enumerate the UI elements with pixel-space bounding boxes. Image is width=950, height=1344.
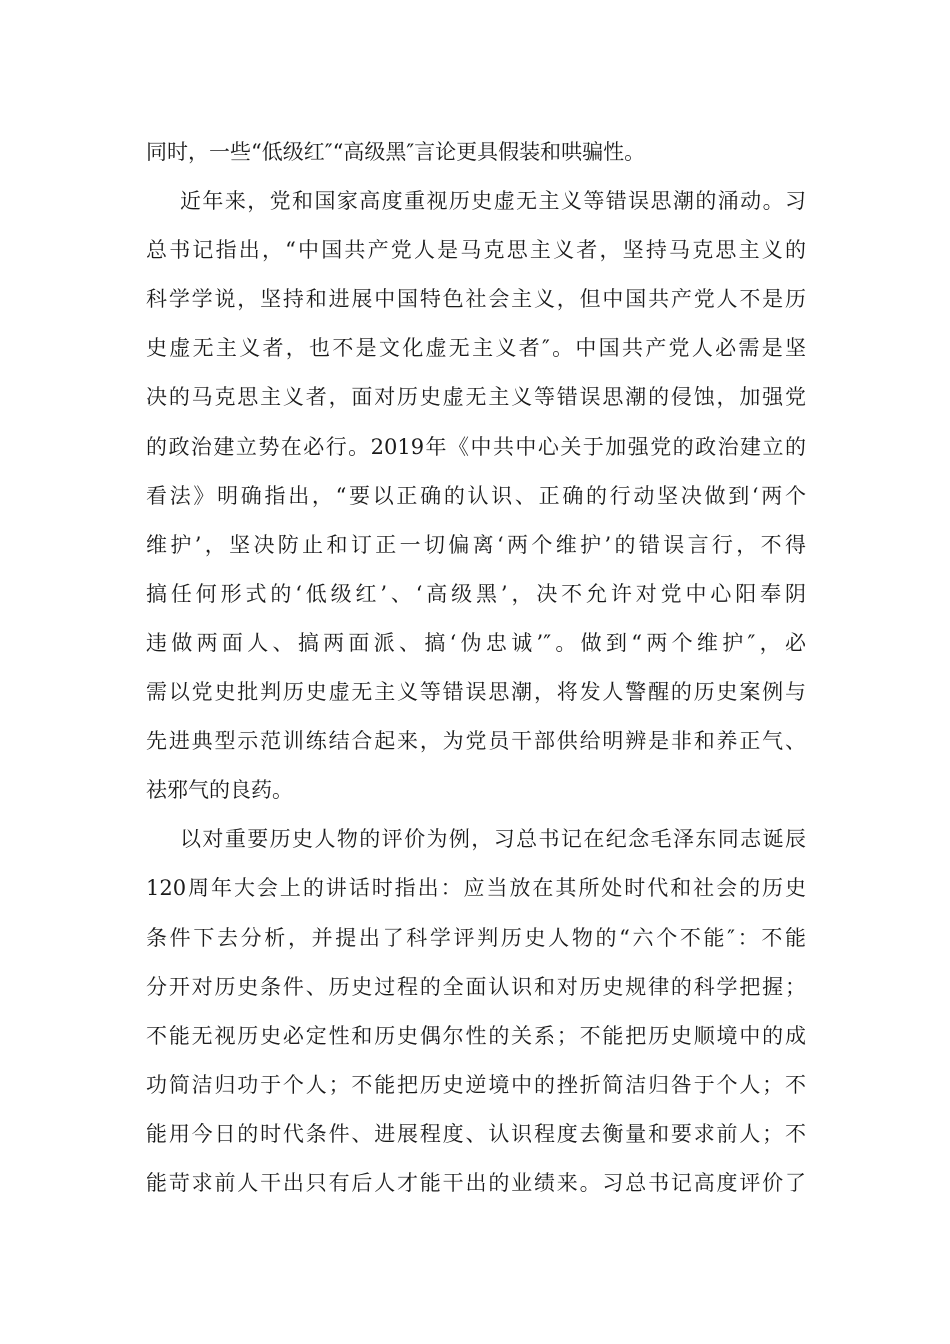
- text-line: 近年来，党和国家高度重视历史虚无主义等错误思潮的涌动。习: [180, 189, 806, 214]
- text-line: 分开对历史条件、历史过程的全面认识和对历史规律的科学把握；: [146, 974, 806, 999]
- text-line: 能用今日的时代条件、进展程度、认识程度去衡量和要求前人；不: [146, 1121, 806, 1146]
- text-line: 以对重要历史人物的评价为例，习总书记在纪念毛泽东同志诞辰: [180, 827, 806, 852]
- text-line: 科学学说，坚持和进展中国特色社会主义，但中国共产党人不是历: [146, 287, 806, 312]
- body-text: [146, 128, 806, 1208]
- text-line: 搞任何形式的‘低级红’、‘高级黑’，决不允许对党中心阳奉阴: [146, 581, 806, 606]
- text-line: 总书记指出，“中国共产党人是马克思主义者，坚持马克思主义的: [146, 238, 806, 263]
- text-line: 史虚无主义者，也不是文化虚无主义者″。中国共产党人必需是坚: [146, 336, 806, 361]
- text-line: 祛邪气的良药。: [146, 778, 293, 803]
- text-line: 同时，一些“低级红″“高级黑″言论更具假装和哄骗性。: [146, 140, 646, 164]
- text-line: 能苛求前人干出只有后人才能干出的业绩来。习总书记高度评价了: [146, 1170, 806, 1195]
- text-line: 条件下去分析，并提出了科学评判历史人物的“六个不能″：不能: [146, 925, 806, 950]
- text-line: 120周年大会上的讲话时指出：应当放在其所处时代和社会的历史: [146, 876, 806, 901]
- text-line: 需以党史批判历史虚无主义等错误思潮，将发人警醒的历史案例与: [146, 680, 806, 705]
- text-line: 维护’，坚决防止和订正一切偏离‘两个维护’的错误言行，不得: [146, 532, 806, 557]
- text-line: 决的马克思主义者，面对历史虚无主义等错误思潮的侵蚀，加强党: [146, 385, 806, 410]
- text-line: 看法》明确指出，“要以正确的认识、正确的行动坚决做到‘两个: [146, 483, 806, 508]
- text-line: 的政治建立势在必行。2019年《中共中心关于加强党的政治建立的: [146, 434, 806, 459]
- text-line: 不能无视历史必定性和历史偶尔性的关系；不能把历史顺境中的成: [146, 1023, 806, 1048]
- text-line: 先进典型示范训练结合起来，为党员干部供给明辨是非和养正气、: [146, 729, 806, 754]
- text-line: 违做两面人、搞两面派、搞‘伪忠诚’″。做到“两个维护″，必: [146, 630, 806, 655]
- text-line: 功简洁归功于个人；不能把历史逆境中的挫折简洁归咎于个人；不: [146, 1072, 806, 1097]
